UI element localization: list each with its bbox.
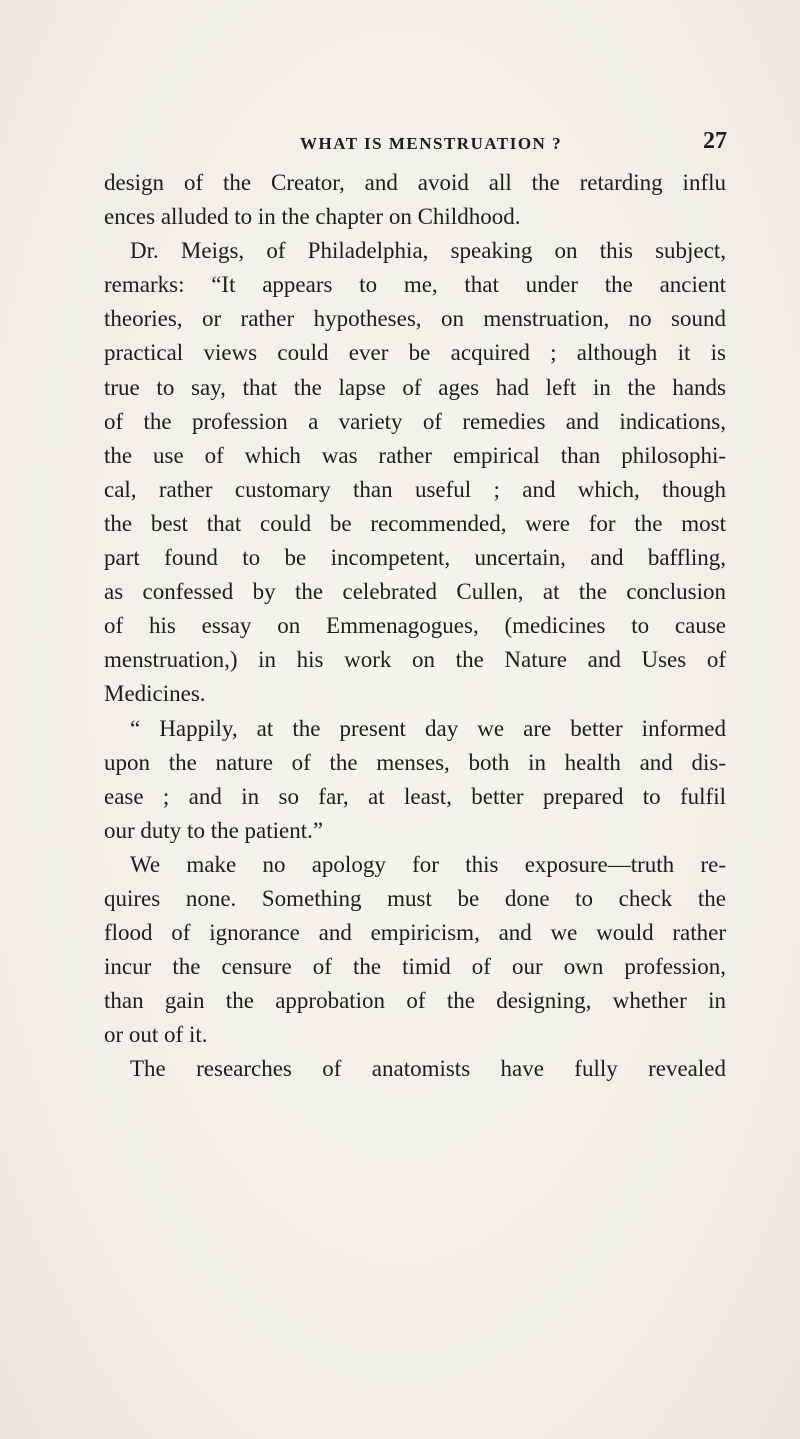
text-line: our duty to the patient.”	[104, 817, 324, 843]
text-line: design of the Creator, and avoid all the retarding influ	[104, 170, 726, 195]
body-text	[104, 166, 726, 1087]
text-line: true to say, that the lapse of ages had left in the hands	[104, 374, 726, 400]
page-number: 27	[703, 128, 727, 154]
text-line: We make no apology for this exposure—truth re-	[130, 851, 726, 877]
text-line: theories, or rather hypotheses, on menstruation, no sound	[104, 306, 726, 332]
text-line: incur the censure of the timid of our own profession,	[104, 954, 726, 980]
text-line: or out of it.	[104, 1022, 208, 1048]
text-line: flood of ignorance and empiricism, and we would rather	[104, 920, 726, 946]
running-head-title: WHAT IS MENSTRUATION ?	[300, 134, 563, 153]
text-line: remarks: “It appears to me, that under the ancient	[104, 272, 726, 298]
text-line: ences alluded to in the chapter on Childhood.	[104, 204, 521, 230]
text-line: Dr. Meigs, of Philadelphia, speaking on this subject,	[130, 238, 726, 264]
text-line: part found to be incompetent, uncertain, and baffling,	[104, 545, 726, 571]
text-line: as confessed by the celebrated Cullen, at the conclusion	[104, 579, 726, 605]
text-line: ease ; and in so far, at least, better prepared to fulfil	[104, 783, 726, 809]
text-line: practical views could ever be acquired ; although it is	[104, 340, 726, 366]
running-head	[300, 128, 730, 158]
text-line: the use of which was rather empirical than philosophi-	[104, 442, 726, 468]
text-line: the best that could be recommended, were for the most	[104, 510, 726, 536]
text-line: of the profession a variety of remedies and indications,	[104, 408, 726, 434]
text-line: than gain the approbation of the designing, whether in	[104, 988, 726, 1014]
text-line: The researches of anatomists have fully revealed	[130, 1056, 726, 1082]
text-line: “ Happily, at the present day we are better informed	[130, 715, 726, 741]
text-line: quires none. Something must be done to check the	[104, 885, 726, 911]
text-line: Medicines.	[104, 681, 206, 707]
text-line: of his essay on Emmenagogues, (medicines to cause	[104, 613, 726, 639]
text-line: upon the nature of the menses, both in health and dis-	[104, 749, 726, 775]
text-line: cal, rather customary than useful ; and which, though	[104, 476, 726, 502]
text-line: menstruation,) in his work on the Nature and Uses of	[104, 647, 726, 673]
